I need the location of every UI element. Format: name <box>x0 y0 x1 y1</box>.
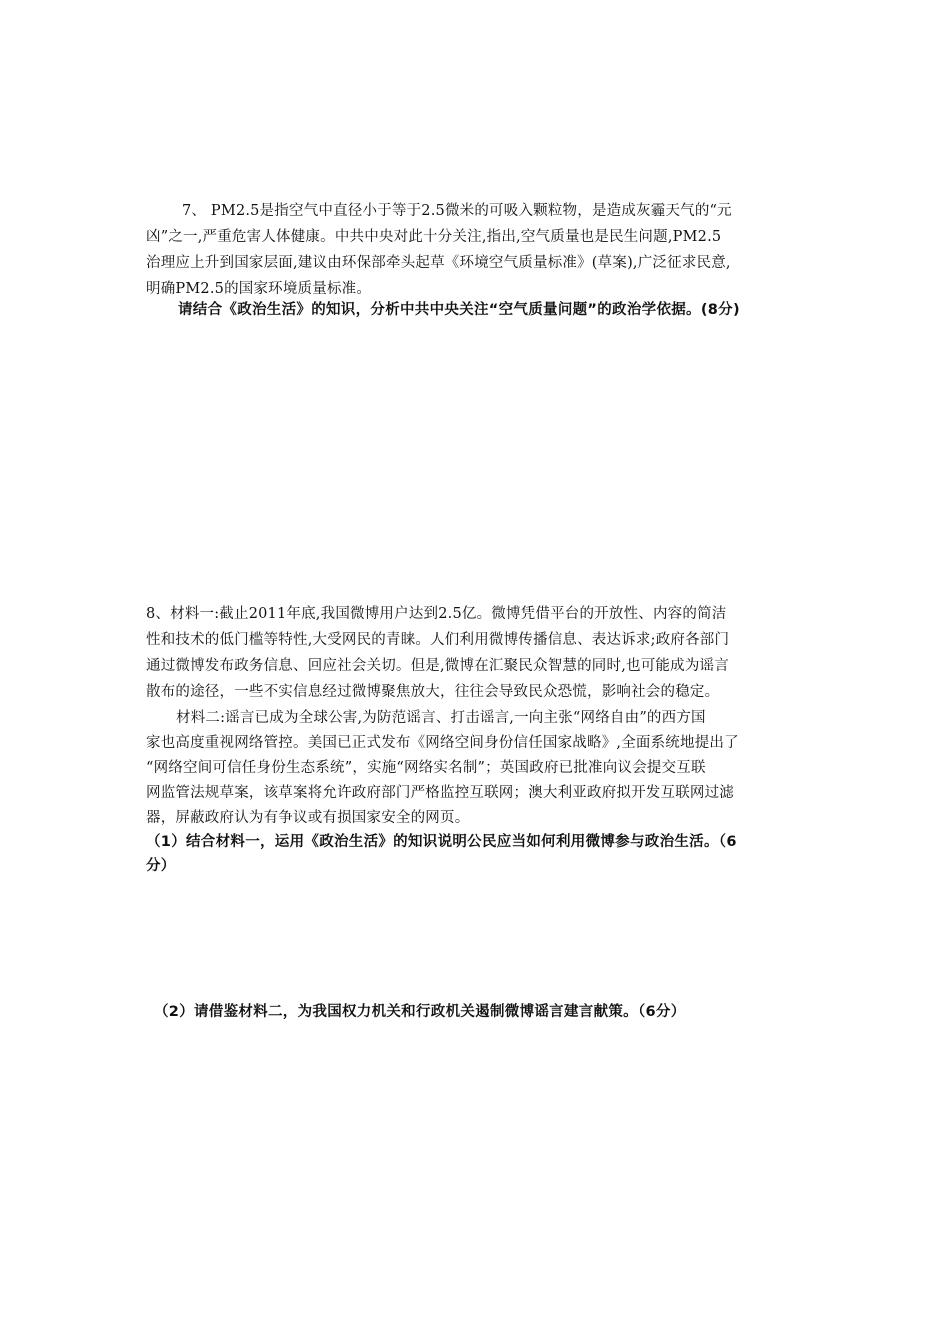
q7-line-2: 凶”之一,严重危害人体健康。中共中央对此十分关注,指出,空气质量也是民生问题,PM2.5 <box>146 229 722 245</box>
q8-material2-line-1: 材料二:谣言已成为全球公害,为防范谣言、打击谣言,一向主张“网络自由”的西方国 <box>176 710 706 726</box>
q8-material1-line-1: 8、材料一:截止2011年底,我国微博用户达到2.5亿。微博凭借平台的开放性、内容的简洁 <box>146 606 727 622</box>
q7-question: 请结合《政治生活》的知识，分析中共中央关注“空气质量问题”的政治学依据。(8分) <box>178 302 740 318</box>
q8-sub2: （2）请借鉴材料二，为我国权力机关和行政机关遏制微博谣言建言献策。（6分） <box>154 1004 686 1020</box>
q8-sub1-line-1: （1）结合材料一，运用《政治生活》的知识说明公民应当如何利用微博参与政治生活。（6 <box>146 834 737 850</box>
q8-material1-line-4: 散布的途径，一些不实信息经过微博聚焦放大，往往会导致民众恐慌，影响社会的稳定。 <box>146 684 720 700</box>
q8-material1-line-2: 性和技术的低门槛等特性,大受网民的青睐。人们利用微博传播信息、表达诉求;政府各部门 <box>146 632 730 648</box>
q8-material2-line-5: 器，屏蔽政府认为有争议或有损国家安全的网页。 <box>146 810 470 826</box>
q7-line-1: 7、 PM2.5是指空气中直径小于等于2.5微米的可吸入颗粒物，是造成灰霾天气的“元 <box>182 203 732 219</box>
q7-line-4: 明确PM2.5的国家环境质量标准。 <box>146 281 372 297</box>
q8-material1-line-3: 通过微博发布政务信息、回应社会关切。但是,微博在汇聚民众智慧的同时,也可能成为谣言 <box>146 658 729 674</box>
q8-material2-line-3: “网络空间可信任身份生态系统”，实施“网络实名制”；英国政府已批准向议会提交互联 <box>146 760 706 776</box>
q8-sub1-line-2: 分） <box>146 858 176 874</box>
q8-material2-line-2: 家也高度重视网络管控。美国已正式发布《网络空间身份信任国家战略》,全面系统地提出了 <box>146 735 739 751</box>
q7-line-3: 治理应上升到国家层面,建议由环保部牵头起草《环境空气质量标准》(草案),广泛征求民意, <box>146 255 731 271</box>
q8-material2-line-4: 网监管法规草案，该草案将允许政府部门严格监控互联网；澳大利亚政府拟开发互联网过滤 <box>146 785 734 801</box>
